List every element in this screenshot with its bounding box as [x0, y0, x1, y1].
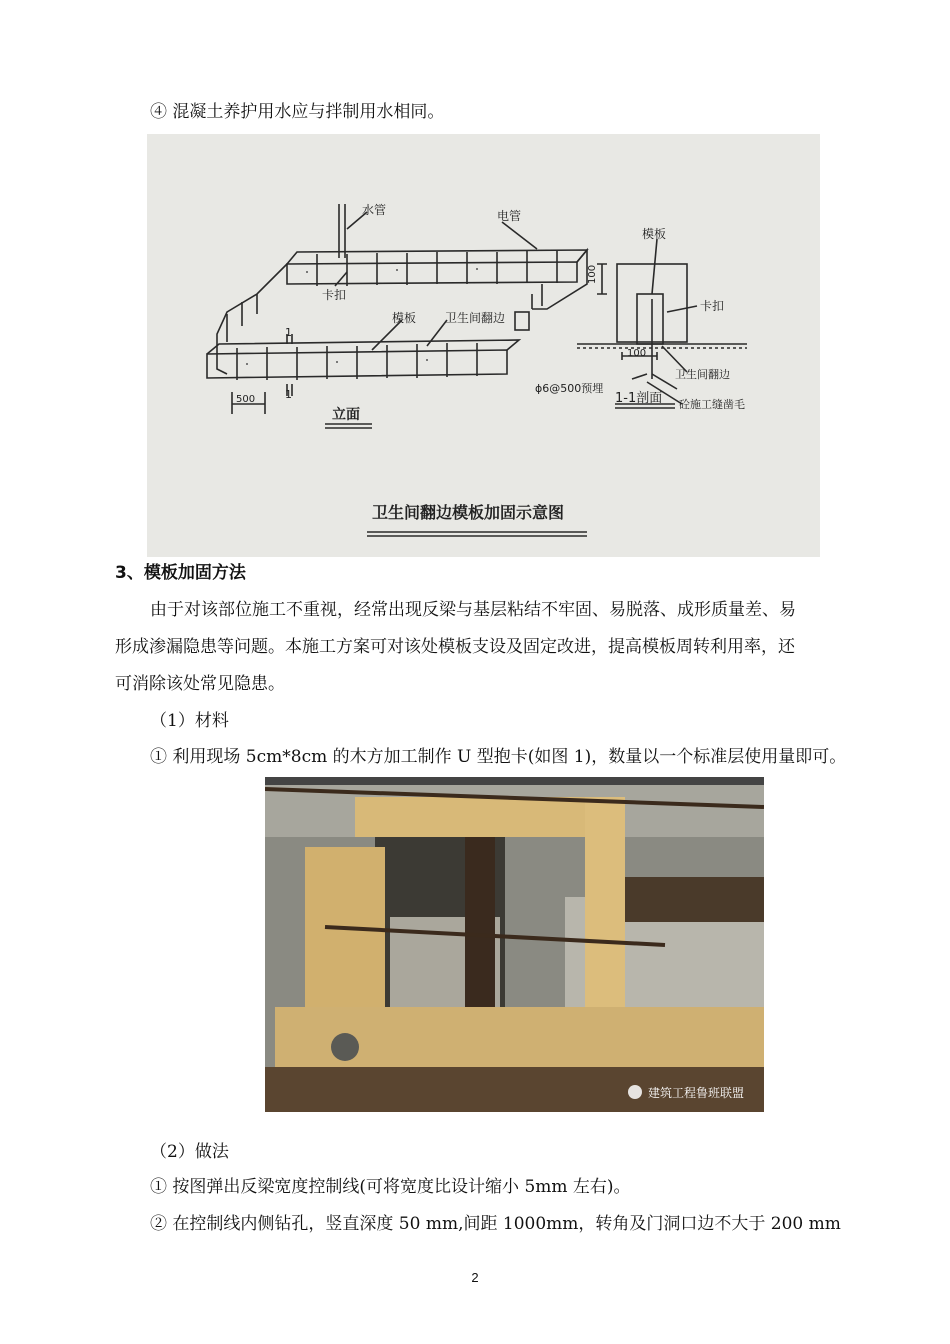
- list-item: ① 利用现场 5cm*8cm 的木方加工制作 U 型抱卡(如图 1)，数量以一个标准层使用量即可。: [150, 747, 847, 767]
- label-section: 1-1剖面: [615, 391, 663, 406]
- label-elevation: 立面: [332, 407, 360, 423]
- section-heading: 3、模板加固方法: [115, 563, 246, 583]
- paragraph-line: 可消除该处常见隐患。: [115, 674, 285, 694]
- label-joint: 砼施工缝凿毛: [679, 398, 745, 411]
- paragraph-curing-water: ④ 混凝土养护用水应与拌制用水相同。: [150, 102, 445, 122]
- page-number: 2: [471, 1270, 479, 1285]
- label-section-mark-top: 1: [285, 326, 292, 339]
- subheading-materials: （1）材料: [150, 711, 229, 731]
- label-clip-right: 卡扣: [700, 299, 725, 313]
- label-water-pipe: 水管: [362, 203, 387, 217]
- paragraph-line: 形成渗漏隐患等问题。本施工方案可对该处模板支设及固定改进，提高模板周转利用率，还: [115, 637, 795, 657]
- label-dim-100-horizontal: 100: [627, 348, 647, 359]
- label-formwork-left: 模板: [392, 311, 417, 325]
- photo-u-clamp: [265, 777, 764, 1112]
- label-elec-pipe: 电管: [497, 209, 522, 223]
- watermark-text: 建筑工程鲁班联盟: [648, 1086, 745, 1100]
- figure-formwork-diagram: [147, 134, 820, 557]
- u-clamp-illustration: [265, 777, 764, 1112]
- label-dim-100-vertical: 100: [587, 264, 598, 284]
- label-rebar: ϕ6@500预埋: [535, 382, 604, 395]
- list-item: ① 按图弹出反梁宽度控制线(可将宽度比设计缩小 5mm 左右)。: [150, 1177, 631, 1197]
- list-item: ② 在控制线内侧钻孔，竖直深度 50 mm,间距 1000mm，转角及门洞口边不大于 200 mm: [150, 1214, 841, 1234]
- label-clip-left: 卡扣: [322, 288, 347, 302]
- paragraph-line: 由于对该部位施工不重视，经常出现反梁与基层粘结不牢固、易脱落、成形质量差、易: [150, 600, 796, 620]
- label-section-mark-bottom: 1: [285, 388, 292, 401]
- label-dim-500: 500: [236, 394, 256, 405]
- label-toilet-curb-left: 卫生间翻边: [445, 311, 506, 325]
- label-formwork-right: 模板: [642, 227, 667, 241]
- subheading-method: （2）做法: [150, 1142, 229, 1162]
- label-toilet-curb-right: 卫生间翻边: [675, 368, 730, 381]
- figure-caption: 卫生间翻边模板加固示意图: [372, 503, 565, 522]
- formwork-sketch: [147, 134, 820, 557]
